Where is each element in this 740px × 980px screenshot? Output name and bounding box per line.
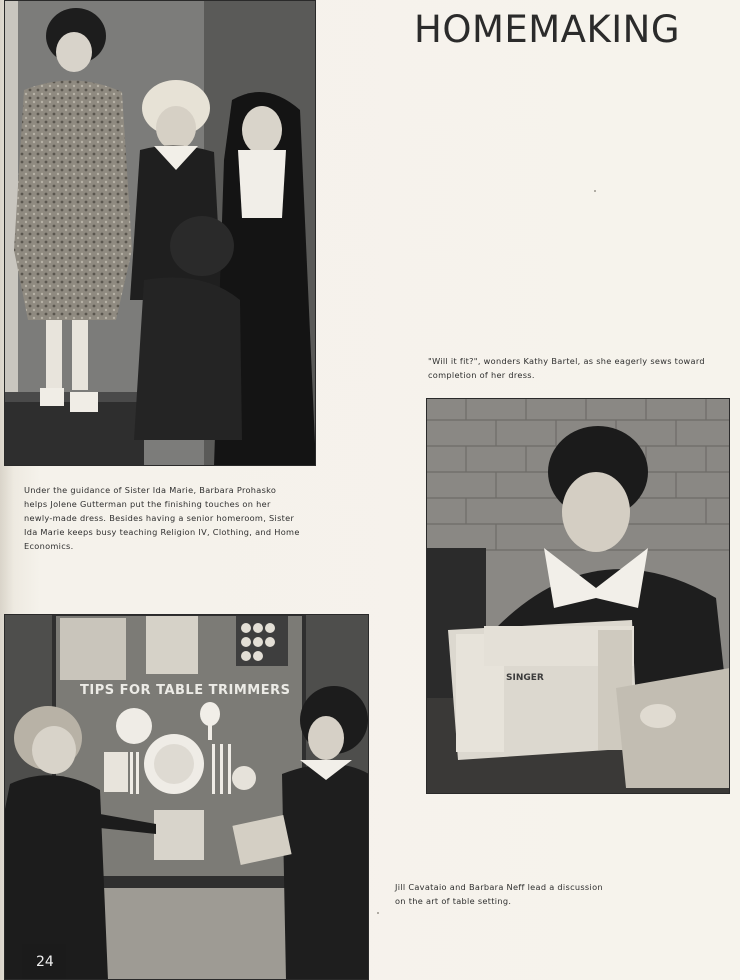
fitting-photo	[4, 0, 316, 466]
page-number: 24	[36, 954, 54, 970]
sewing-caption: "Will it fit?", wonders Kathy Bartel, as she eagerly sews toward completion of her dress.	[428, 356, 705, 380]
table-setting-photo	[4, 614, 369, 980]
fitting-caption: Under the guidance of Sister Ida Marie, Barbara Prohasko helps Jolene Gutterman put the finishing touches on her newly-made dress. Besides having a senior homeroom, Sister Ida Marie keeps busy teaching Religion IV, Clothing, and Home Economics.	[24, 485, 300, 551]
machine-brand-label: SINGER	[506, 673, 544, 683]
table-setting-caption: Jill Cavataio and Barbara Neff lead a discussion on the art of table setting.	[395, 882, 603, 906]
table-setting-photo-image	[4, 614, 369, 980]
sewing-photo-image	[426, 398, 730, 794]
fitting-photo-image	[4, 0, 316, 466]
sewing-photo	[426, 398, 730, 794]
paper-speck	[377, 912, 379, 914]
page-title: HOMEMAKING	[414, 8, 681, 51]
paper-speck	[594, 190, 596, 192]
board-heading: TIPS FOR TABLE TRIMMERS	[80, 683, 291, 698]
